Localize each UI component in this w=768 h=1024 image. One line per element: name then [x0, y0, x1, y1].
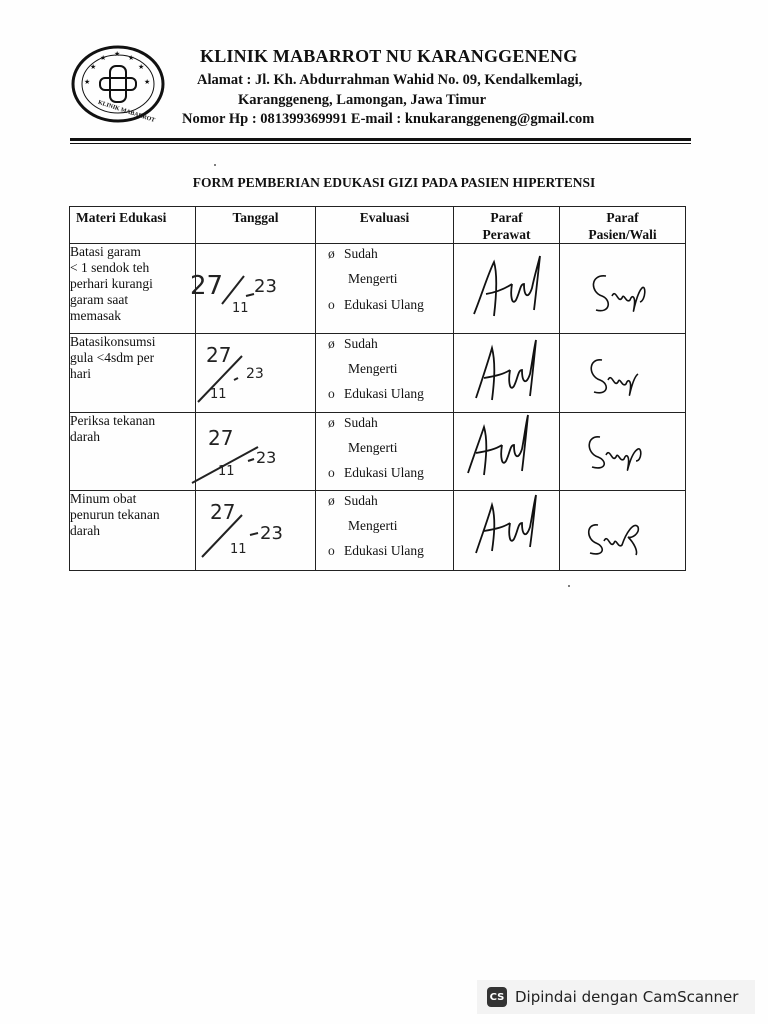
date-day: 27	[208, 426, 234, 450]
option-edukasi-ulang: o Edukasi Ulang	[328, 465, 424, 480]
svg-text:★: ★	[128, 54, 135, 62]
option-mengerti: Mengerti	[348, 440, 398, 455]
materi-cell	[70, 413, 196, 491]
logo-text: KLINIK MABARROT	[97, 99, 156, 124]
date-day: 27	[210, 500, 236, 524]
patient-signature-icon	[560, 491, 686, 570]
materi-line: memasak	[70, 308, 121, 323]
checkmark-icon: ø	[328, 415, 335, 430]
table-header-row	[70, 207, 686, 244]
paraf-perawat-cell	[454, 413, 560, 491]
tanggal-cell	[196, 413, 316, 491]
svg-text:★: ★	[114, 50, 121, 58]
materi-line: darah	[70, 429, 100, 444]
patient-signature-icon	[560, 413, 686, 490]
date-month: 11	[232, 301, 249, 316]
address-line-2: Karanggeneng, Lamongan, Jawa Timur	[238, 92, 487, 108]
svg-text:★: ★	[138, 63, 145, 71]
scan-speck	[214, 164, 216, 166]
radio-circle-icon: o	[328, 386, 335, 401]
education-table	[69, 206, 686, 571]
date-month: 11	[230, 542, 247, 557]
header-paraf-perawat-line1: Paraf	[490, 210, 523, 225]
option-mengerti: Mengerti	[348, 361, 398, 376]
camscanner-text: Dipindai dengan CamScanner	[515, 988, 739, 1006]
option-edukasi-ulang: o Edukasi Ulang	[328, 297, 424, 312]
letterhead-rule-thin	[70, 143, 691, 144]
table-row	[70, 244, 686, 334]
handwritten-date	[196, 491, 316, 570]
handwritten-date	[196, 334, 316, 412]
camscanner-watermark	[477, 980, 755, 1014]
nurse-signature-icon	[454, 334, 560, 412]
option-sudah: ø Sudah	[328, 493, 378, 508]
materi-line: < 1 sendok teh	[70, 260, 150, 275]
form-title: FORM PEMBERIAN EDUKASI GIZI PADA PASIEN HIPERTENSI	[192, 175, 596, 190]
header-tanggal: Tanggal	[196, 207, 316, 244]
handwritten-date	[196, 413, 316, 490]
table-row	[70, 413, 686, 491]
letterhead-rule-thick	[70, 138, 691, 141]
option-sudah: ø Sudah	[328, 336, 378, 351]
materi-line: perhari kurangi	[70, 276, 153, 291]
radio-circle-icon: o	[328, 543, 335, 558]
materi-line: gula <4sdm per	[70, 350, 155, 365]
date-month: 11	[218, 464, 235, 479]
materi-line: darah	[70, 523, 100, 538]
option-sudah: ø Sudah	[328, 246, 378, 261]
paraf-pasien-cell	[560, 491, 686, 571]
clinic-name: KLINIK MABARROT NU KARANGGENENG	[200, 46, 578, 66]
checkmark-icon: ø	[328, 493, 335, 508]
header-paraf-pasien-line1: Paraf	[606, 210, 639, 225]
materi-line: Minum obat	[70, 491, 137, 506]
option-edukasi-ulang: o Edukasi Ulang	[328, 543, 424, 558]
materi-cell	[70, 244, 196, 334]
nurse-signature-icon	[454, 413, 560, 490]
date-day: 27	[190, 271, 224, 301]
patient-signature-icon	[560, 334, 686, 412]
header-materi: Materi Edukasi	[70, 207, 196, 244]
scan-speck	[568, 585, 570, 587]
svg-text:★: ★	[100, 54, 107, 62]
tanggal-cell	[196, 491, 316, 571]
svg-text:★: ★	[144, 78, 151, 86]
tanggal-cell	[190, 244, 316, 334]
radio-circle-icon: o	[328, 465, 335, 480]
header-paraf-perawat	[454, 207, 560, 244]
materi-line: Periksa tekanan	[70, 413, 156, 428]
option-mengerti: Mengerti	[348, 271, 398, 286]
date-day: 27	[206, 343, 232, 367]
date-year: 23	[260, 523, 283, 544]
paraf-perawat-cell	[454, 491, 560, 571]
evaluasi-cell	[316, 244, 454, 334]
paraf-pasien-cell	[560, 413, 686, 491]
tanggal-cell	[196, 334, 316, 413]
address-line-1: Alamat : Jl. Kh. Abdurrahman Wahid No. 09, Kendalkemlagi,	[197, 72, 583, 88]
nurse-signature-icon	[454, 491, 560, 570]
paraf-perawat-cell	[454, 244, 560, 334]
materi-line: Batasikonsumsi	[70, 334, 156, 349]
evaluasi-cell	[316, 334, 454, 413]
header-paraf-pasien	[560, 207, 686, 244]
checkmark-icon: ø	[328, 246, 335, 261]
header-evaluasi: Evaluasi	[316, 207, 454, 244]
header-paraf-pasien-line2: Pasien/Wali	[588, 227, 657, 242]
contact-line: Nomor Hp : 081399369991 E-mail : knukaranggeneng@gmail.com	[182, 111, 595, 127]
paraf-pasien-cell	[560, 334, 686, 413]
table-row	[70, 334, 686, 413]
header-paraf-perawat-line2: Perawat	[482, 227, 531, 242]
evaluasi-cell	[316, 413, 454, 491]
option-edukasi-ulang: o Edukasi Ulang	[328, 386, 424, 401]
table-row	[70, 491, 686, 571]
date-month: 11	[210, 387, 227, 402]
handwritten-date	[190, 244, 316, 333]
materi-line: hari	[70, 366, 91, 381]
paraf-perawat-cell	[454, 334, 560, 413]
svg-text:★: ★	[84, 78, 91, 86]
materi-cell	[70, 334, 196, 413]
checkmark-icon: ø	[328, 336, 335, 351]
materi-cell	[70, 491, 196, 571]
paraf-pasien-cell	[560, 244, 686, 334]
option-mengerti: Mengerti	[348, 518, 398, 533]
nurse-signature-icon	[454, 244, 560, 333]
date-year: 23	[246, 366, 264, 382]
option-sudah: ø Sudah	[328, 415, 378, 430]
camscanner-logo-icon: CS	[487, 987, 507, 1007]
svg-text:★: ★	[90, 63, 97, 71]
materi-line: garam saat	[70, 292, 129, 307]
radio-circle-icon: o	[328, 297, 335, 312]
date-year: 23	[256, 448, 277, 467]
materi-line: Batasi garam	[70, 244, 141, 259]
patient-signature-icon	[560, 244, 686, 333]
evaluasi-cell	[316, 491, 454, 571]
date-year: 23	[254, 276, 277, 297]
materi-line: penurun tekanan	[70, 507, 160, 522]
